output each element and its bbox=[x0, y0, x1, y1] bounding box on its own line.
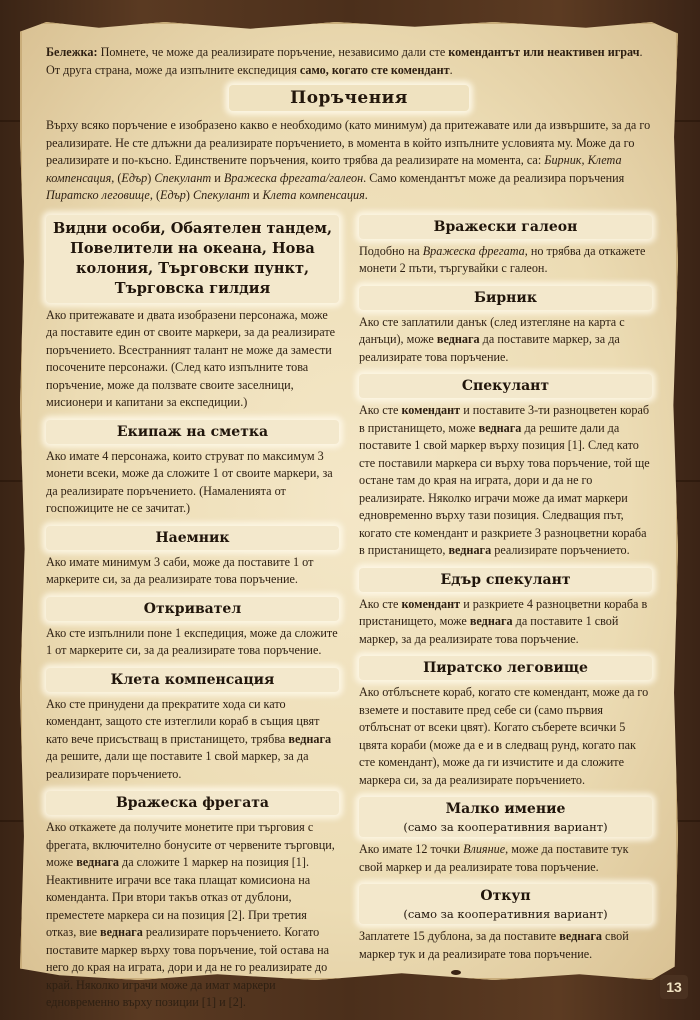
section-title: Поръчения bbox=[229, 85, 469, 111]
text-explorer: Ако сте изпълнили поне 1 експедиция, може да сложите 1 от маркерите си, за да реализирате това поръчение. bbox=[46, 625, 338, 657]
heading-pirate-lair: Пиратско леговище bbox=[359, 656, 652, 680]
text-persons: Ако притежавате и двата изобразени персонажа, може да поставите един от своите маркери, за да реализирате поръчението. Всестранният талант не може да замести посочените персонажи. (След като изпълните това поръчение, може да ползвате своите заселници, мисионери и капитани за експедиции.) bbox=[46, 307, 336, 409]
text-pirate-lair: Ако отблъснете кораб, когато сте комендант, може да го вземете и поставите пред себе си (само първия отблъснат от всеки цвят). Когато съберете всички 5 цвята кораби (може да е и в следващ рунд, когато пак сте комендант), може да ги изчистите и да сложите маркера си, за да реализирате поръчението. bbox=[359, 685, 649, 787]
heading-small-estate-title: Малко имение bbox=[445, 801, 566, 817]
page-number: 13 bbox=[660, 975, 688, 999]
text-small-estate: Ако имате 12 точки Влияние, може да поставите тук свой маркер и да реализирате това поръчение. bbox=[359, 842, 629, 874]
heading-persons: Видни особи, Обаятелен тандем, Повелители на океана, Нова колония, Търговски пункт, Търговска гилдия bbox=[46, 215, 339, 303]
left-column bbox=[46, 215, 339, 1020]
text-compensation: Ако сте принудени да прекратите хода си като комендант, защото сте изтеглили кораб в същия цвят като вече присъстващ в пристанището, трябва веднага да решите, дали ще поставите 1 свой маркер, за да реализирате поръчението. bbox=[46, 696, 332, 781]
text-ransom: Заплатете 15 дублона, за да поставите веднага свой маркер тук и да реализирате това поръчение. bbox=[359, 929, 629, 961]
text-mercenary: Ако имате минимум 3 саби, може да поставите 1 от маркерите си, за да реализирате това поръчение. bbox=[46, 554, 314, 586]
text-tax-collector: Ако сте заплатили данък (след изтегляне на карта с данъци), може веднага да поставите маркер, за да реализирате това поръчение. bbox=[359, 314, 625, 364]
text-galleon: Подобно на Вражеска фрегата, но трябва да откажете монети 2 пъти, търгувайки с галеон. bbox=[359, 243, 646, 275]
heading-compensation: Клета компенсация bbox=[46, 668, 339, 692]
right-column bbox=[359, 215, 652, 1020]
heading-crew: Екипаж на сметка bbox=[46, 420, 339, 444]
text-big-speculator: Ако сте комендант и разкриете 4 разноцветни кораба в пристанището, може веднага да поставите 1 свой маркер, за да реализирате това поръчение. bbox=[359, 596, 648, 646]
heading-ransom-title: Откуп bbox=[480, 888, 531, 904]
heading-mercenary: Наемник bbox=[46, 526, 339, 550]
heading-small-estate-sub: (само за кооперативния вариант) bbox=[403, 820, 608, 834]
intro-paragraph: Върху всяко поръчение е изобразено какво е необходимо (като минимум) да притежавате или да извършите, за да го реализирате. Не сте длъжни да реализирате поръчението, в момента в който изпълните условията му. Може да го реализирате и по-късно. Единствените поръчения, които трябва да реализирате на момента, са: Бирник, Клета компенсация, (Едър) Спекулант и Вражеска фрегата/галеон. Само комендантът може да реализира поръчения Пиратско леговище, (Едър) Спекулант и Клета компенсация. bbox=[46, 118, 651, 202]
heading-small-estate bbox=[359, 797, 652, 837]
page-content bbox=[46, 44, 652, 1020]
heading-explorer: Откривател bbox=[46, 597, 339, 621]
note-paragraph: Бележка: Помнете, че може да реализирате поръчение, независимо дали сте комендантът или неактивен играч. От друга страна, може да изпълните експедиция само, когато сте комендант. bbox=[46, 45, 643, 77]
heading-tax-collector: Бирник bbox=[359, 286, 652, 310]
note-label: Бележка: bbox=[46, 45, 98, 59]
heading-ransom bbox=[359, 884, 652, 924]
columns bbox=[46, 215, 652, 1020]
heading-frigate: Вражеска фрегата bbox=[46, 791, 339, 815]
heading-big-speculator: Едър спекулант bbox=[359, 568, 652, 592]
heading-speculator: Спекулант bbox=[359, 374, 652, 398]
text-frigate: Ако откажете да получите монетите при търговия с фрегата, включително бонусите от червените търговци, може веднага да сложите 1 маркер на позиция [1]. Неактивните играчи все така плащат комисиона на коменданта. При втори такъв отказ от дублони, преместете маркера си на позиция [2]. При третия отказ, вие веднага реализирате поръчението. Когато поставите маркер върху това поръчение, той остава на него до края на играта, дори и да не го реализирате до край. Няколко играчи може да имат маркери едновременно върху позиции [1] и [2]. bbox=[46, 820, 335, 1009]
heading-ransom-sub: (само за кооперативния вариант) bbox=[403, 907, 608, 921]
text-speculator: Ако сте комендант и поставите 3-ти разноцветен кораб в пристанището, може веднага да решите дали да поставите 1 свой маркер върху позиция [1]. След като сте поставили маркера си върху това поръчение, той ще остане там до края на играта, дори и да не го реализирате. Няколко играчи може да имат маркери едновременно върху тази позиция. Следващия път, когато сте комендант и разкриете 3 разноцветни кораба в пристанището, веднага реализирате поръчението. bbox=[359, 403, 650, 557]
text-crew: Ако имате 4 персонажа, които струват по максимум 3 монети всеки, може да сложите 1 от своите маркери, за да реализирате поръчението. (Намаленията от госпожиците не се зачитат.) bbox=[46, 448, 333, 515]
heading-galleon: Вражески галеон bbox=[359, 215, 652, 239]
